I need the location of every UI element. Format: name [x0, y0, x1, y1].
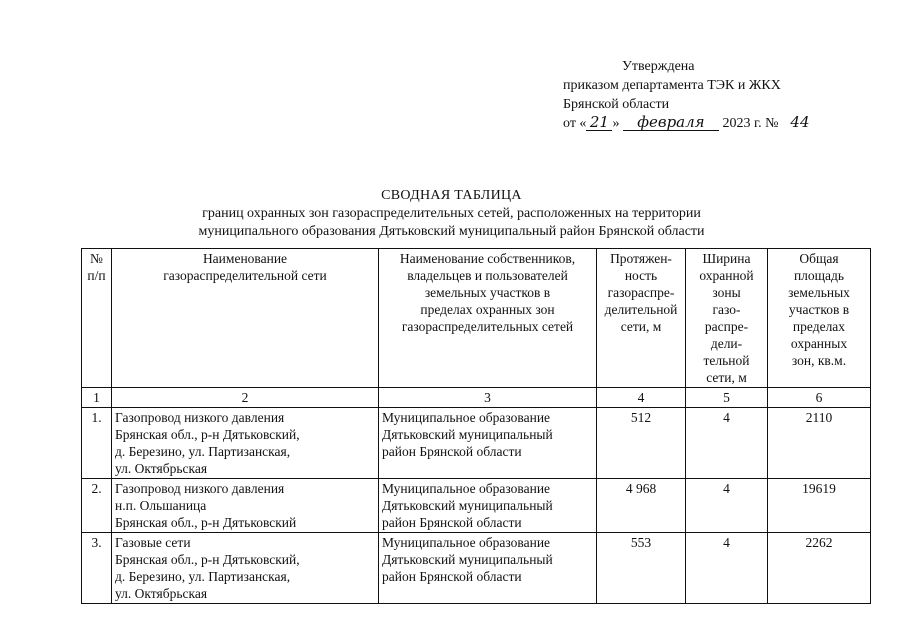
header-owner-line: владельцев и пользователей [407, 268, 568, 283]
area-cell: 2262 [768, 533, 871, 604]
row-number: 2. [82, 479, 112, 533]
table-row [82, 408, 871, 479]
header-area-line: пределах [792, 319, 846, 334]
row-number: 1. [82, 408, 112, 479]
network-line: Газопровод низкого давления [115, 481, 285, 496]
header-number-line: № [90, 251, 103, 266]
table-index-row [82, 388, 871, 408]
header-owner-name [379, 249, 597, 388]
header-width-line: распре- [704, 319, 749, 334]
header-area-line: участков в [788, 302, 850, 317]
header-width-line: Ширина [702, 251, 751, 266]
header-number-line: п/п [87, 268, 106, 283]
date-year: 2023 г. [722, 116, 762, 131]
network-line: ул. Октябрьская [115, 586, 208, 601]
document-subtitle-2: муниципального образования Дятьковский муниципальный район Брянской области [198, 224, 705, 239]
header-length-line: ность [624, 268, 658, 283]
network-line: д. Березино, ул. Партизанская, [115, 444, 291, 459]
header-owner-line: пределах охранных зон [420, 302, 555, 317]
width-cell: 4 [686, 479, 768, 533]
header-width-line: сети, м [706, 370, 747, 385]
date-close-quote: » [612, 116, 620, 131]
network-line: Газопровод низкого давления [115, 410, 285, 425]
owner-line: район Брянской области [382, 444, 522, 459]
network-line: Газовые сети [115, 535, 191, 550]
network-name-cell [112, 408, 379, 479]
header-area-line: Общая [799, 251, 839, 266]
length-cell: 512 [597, 408, 686, 479]
header-width-line: зоны [712, 285, 741, 300]
network-line: Брянская обл., р-н Дятьковский, [115, 552, 300, 567]
header-area-line: площадь [793, 268, 845, 283]
owner-cell [379, 533, 597, 604]
header-owner-line: газораспределительных сетей [401, 319, 574, 334]
index-cell: 1 [82, 388, 112, 408]
network-name-cell [112, 533, 379, 604]
owner-line: район Брянской области [382, 515, 522, 530]
summary-table [81, 248, 871, 604]
owner-line: Дятьковский муниципальный [382, 552, 553, 567]
approval-date-line [563, 114, 818, 133]
owner-line: район Брянской области [382, 569, 522, 584]
order-number-handwritten: 44 [790, 113, 810, 131]
approval-region-line: Брянской области [563, 97, 670, 112]
network-line: н.п. Ольшаница [115, 498, 207, 513]
header-length-line: сети, м [620, 319, 662, 334]
document-title-block [0, 187, 903, 241]
owner-cell [379, 479, 597, 533]
area-cell: 2110 [768, 408, 871, 479]
header-width-line: дели- [710, 336, 743, 351]
index-cell: 3 [379, 388, 597, 408]
header-owner-line: Наименование собственников, [399, 251, 576, 266]
header-width-line: охранной [699, 268, 754, 283]
owner-line: Дятьковский муниципальный [382, 498, 553, 513]
index-cell: 6 [768, 388, 871, 408]
header-area-line: зон, кв.м. [791, 353, 847, 368]
header-network-name [112, 249, 379, 388]
document-subtitle-1: границ охранных зон газораспределительных сетей, расположенных на территории [202, 206, 701, 221]
header-length-line: газораспре- [607, 285, 675, 300]
approval-order-line: приказом департамента ТЭК и ЖКХ [563, 78, 781, 93]
approval-block [563, 57, 818, 133]
owner-line: Муниципальное образование [382, 535, 551, 550]
header-width [686, 249, 768, 388]
network-line: Брянская обл., р-н Дятьковский [115, 515, 297, 530]
index-cell: 2 [112, 388, 379, 408]
length-cell: 553 [597, 533, 686, 604]
network-line: д. Березино, ул. Партизанская, [115, 569, 291, 584]
header-width-line: газо- [712, 302, 741, 317]
header-area-line: земельных [788, 285, 850, 300]
owner-cell [379, 408, 597, 479]
order-number-label: № [765, 116, 779, 131]
date-month-handwritten: февраля [623, 115, 719, 131]
index-cell: 5 [686, 388, 768, 408]
length-cell: 4 968 [597, 479, 686, 533]
network-line: ул. Октябрьская [115, 461, 208, 476]
header-network-line: Наименование [202, 251, 288, 266]
header-owner-line: земельных участков в [424, 285, 551, 300]
table-row [82, 533, 871, 604]
header-width-line: тельной [703, 353, 750, 368]
width-cell: 4 [686, 533, 768, 604]
network-name-cell [112, 479, 379, 533]
header-number [82, 249, 112, 388]
date-day-handwritten: 21 [586, 115, 612, 131]
table-row [82, 479, 871, 533]
owner-line: Муниципальное образование [382, 481, 551, 496]
row-number: 3. [82, 533, 112, 604]
table-header-row [82, 249, 871, 388]
owner-line: Дятьковский муниципальный [382, 427, 553, 442]
header-area-line: охранных [790, 336, 848, 351]
header-length [597, 249, 686, 388]
approval-title: Утверждена [622, 59, 695, 74]
network-line: Брянская обл., р-н Дятьковский, [115, 427, 300, 442]
index-cell: 4 [597, 388, 686, 408]
header-area [768, 249, 871, 388]
width-cell: 4 [686, 408, 768, 479]
header-network-line: газораспределительной сети [163, 268, 327, 283]
header-length-line: Протяжен- [610, 251, 672, 266]
area-cell: 19619 [768, 479, 871, 533]
date-from-label: от « [563, 116, 587, 131]
document-title: СВОДНАЯ ТАБЛИЦА [381, 188, 522, 203]
owner-line: Муниципальное образование [382, 410, 551, 425]
header-length-line: делительной [604, 302, 678, 317]
